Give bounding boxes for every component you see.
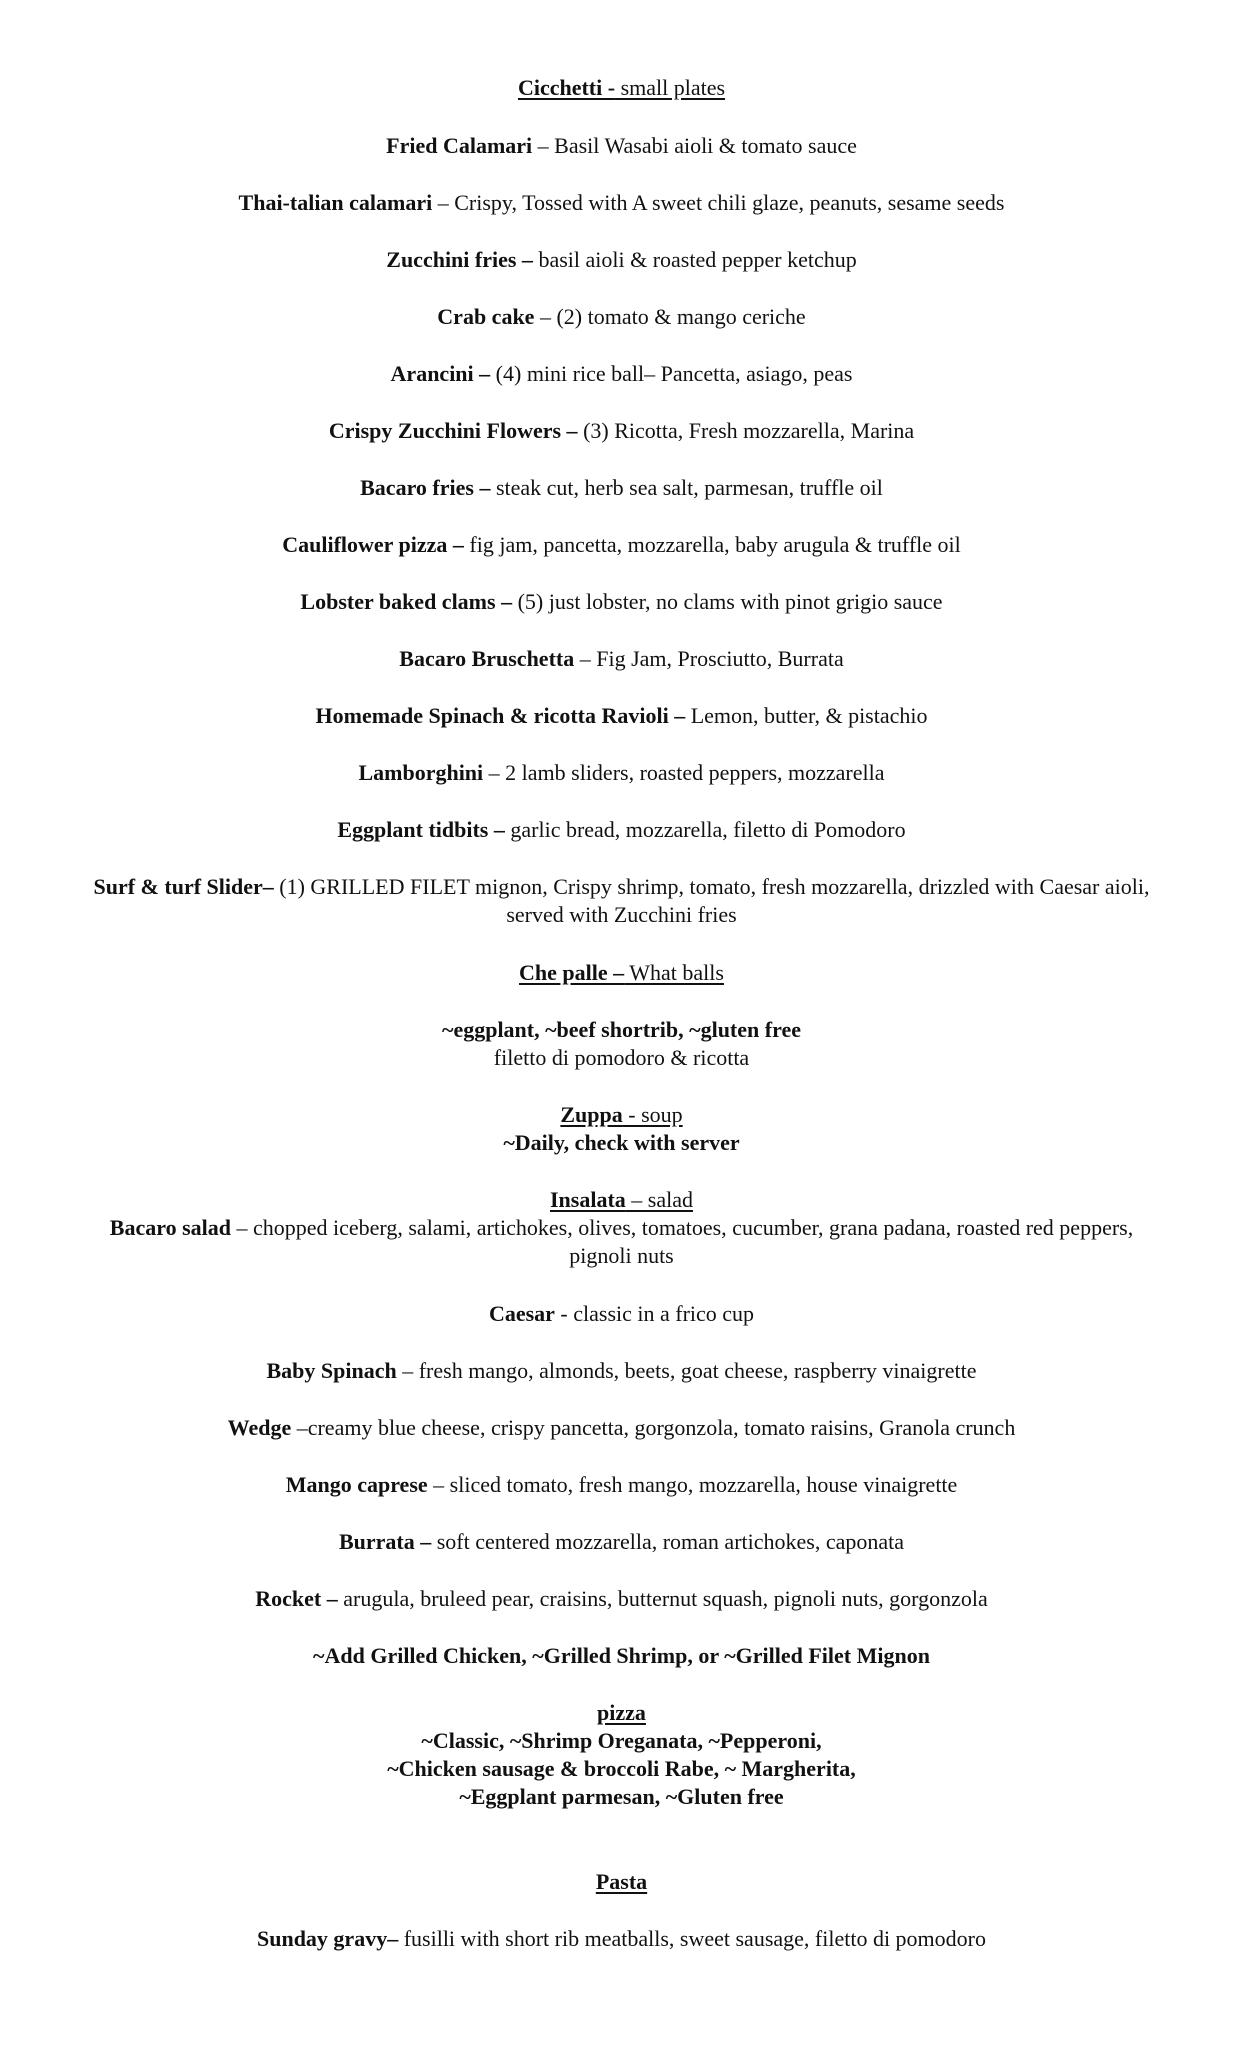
menu-item: Rocket – arugula, bruleed pear, craisins, butternut squash, pignoli nuts, gorgonzola <box>255 1586 988 1611</box>
menu-item: Mango caprese – sliced tomato, fresh mango, mozzarella, house vinaigrette <box>285 1472 958 1497</box>
menu-item: Bacaro salad – chopped iceberg, salami, artichokes, olives, tomatoes, cucumber, grana padana, roasted red peppers, pignoli nuts <box>109 1215 1134 1268</box>
salad-addons: ~Add Grilled Chicken, ~Grilled Shrimp, or ~Grilled Filet Mignon <box>313 1643 930 1668</box>
menu-item: Baby Spinach – fresh mango, almonds, beets, goat cheese, raspberry vinaigrette <box>266 1358 977 1383</box>
menu-item: Sunday gravy– fusilli with short rib meatballs, sweet sausage, filetto di pomodoro <box>256 1926 986 1951</box>
menu-item: Caesar - classic in a frico cup <box>488 1301 755 1326</box>
menu-item: Arancini – (4) mini rice ball– Pancetta, asiago, peas <box>390 361 853 386</box>
pizza-line: ~Chicken sausage & broccoli Rabe, ~ Margherita, <box>387 1756 856 1781</box>
menu-item: Zucchini fries – basil aioli & roasted pepper ketchup <box>386 247 857 272</box>
che-palle-sauce: filetto di pomodoro & ricotta <box>493 1045 750 1070</box>
menu-item: Lobster baked clams – (5) just lobster, no clams with pinot grigio sauce <box>300 589 943 614</box>
section-heading-che-palle: Che palle – What balls <box>519 960 724 985</box>
menu-item: Cauliflower pizza – fig jam, pancetta, mozzarella, baby arugula & truffle oil <box>282 532 961 557</box>
zuppa-note: ~Daily, check with server <box>503 1130 740 1155</box>
menu-item: Bacaro Bruschetta – Fig Jam, Prosciutto, Burrata <box>399 646 844 671</box>
menu-item: Wedge –creamy blue cheese, crispy pancetta, gorgonzola, tomato raisins, Granola crunch <box>227 1415 1016 1440</box>
menu-item: Crispy Zucchini Flowers – (3) Ricotta, Fresh mozzarella, Marina <box>328 418 915 443</box>
section-heading-pasta: Pasta <box>595 1869 648 1894</box>
menu-item: Thai-talian calamari – Crispy, Tossed with A sweet chili glaze, peanuts, sesame seeds <box>238 190 1005 215</box>
pizza-line: ~Classic, ~Shrimp Oreganata, ~Pepperoni, <box>421 1728 822 1753</box>
pizza-line: ~Eggplant parmesan, ~Gluten free <box>459 1784 784 1809</box>
che-palle-options: ~eggplant, ~beef shortrib, ~gluten free <box>442 1017 801 1042</box>
menu-item: Bacaro fries – steak cut, herb sea salt, parmesan, truffle oil <box>360 475 883 500</box>
menu-item: Eggplant tidbits – garlic bread, mozzarella, filetto di Pomodoro <box>337 817 906 842</box>
menu-item: Surf & turf Slider– (1) GRILLED FILET mignon, Crispy shrimp, tomato, fresh mozzarella, drizzled with Caesar aioli, served with Zucchini fries <box>93 874 1150 927</box>
menu-item: Crab cake – (2) tomato & mango ceriche <box>437 304 806 329</box>
section-heading-pizza: pizza <box>597 1700 646 1725</box>
section-heading-cicchetti: Cicchetti - small plates <box>517 75 726 100</box>
menu-item: Fried Calamari – Basil Wasabi aioli & tomato sauce <box>386 133 857 158</box>
menu-item: Homemade Spinach & ricotta Ravioli – Lemon, butter, & pistachio <box>315 703 928 728</box>
menu-item: Burrata – soft centered mozzarella, roman artichokes, caponata <box>338 1529 905 1554</box>
section-heading-zuppa: Zuppa - soup <box>560 1102 683 1127</box>
menu-item: Lamborghini – 2 lamb sliders, roasted peppers, mozzarella <box>358 760 885 785</box>
section-heading-insalata: Insalata – salad <box>550 1187 693 1212</box>
